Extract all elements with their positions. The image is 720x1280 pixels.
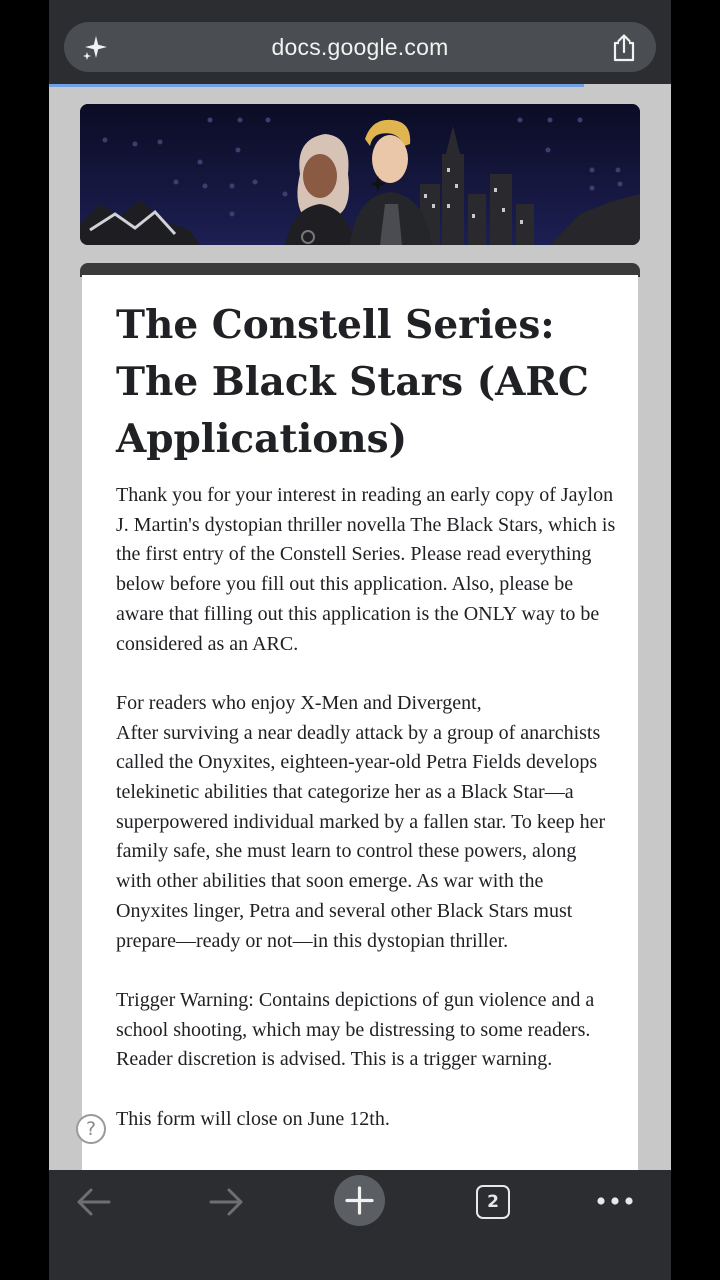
- back-arrow-icon[interactable]: [65, 1182, 121, 1238]
- more-dots-icon[interactable]: [587, 1182, 643, 1238]
- description-paragraph-trigger-warning: Trigger Warning: Contains depictions of gun violence and a school shooting, which may be distressing to some readers. Reader discretion is advised. This is a trigger warning.: [116, 988, 595, 1071]
- address-bar[interactable]: [64, 22, 656, 72]
- description-paragraph-synopsis: After surviving a near deadly attack by a group of anarchists called the Onyxites, eighteen-year-old Petra Fields develops telekinetic abilities that categorize her as a Black Star—a superpowered individual marked by a fallen star. To keep her family safe, she must learn to control these powers, along with other abilities that soon emerge. As war with the Onyxites linger, Petra and several other Black Stars must prepare—ready or not—in this dystopian thriller.: [116, 721, 606, 952]
- plus-icon: [334, 1175, 385, 1226]
- browser-bottom-toolbar: [49, 1170, 671, 1280]
- forward-arrow-icon[interactable]: [199, 1182, 255, 1238]
- form-page[interactable]: [49, 87, 671, 1170]
- tab-switcher-button[interactable]: 2: [476, 1185, 510, 1219]
- header-banner-image: [80, 104, 640, 245]
- browser-window: [49, 0, 671, 1280]
- help-icon[interactable]: ?: [76, 1114, 106, 1144]
- share-icon[interactable]: [610, 33, 638, 63]
- banner-illustration: [80, 104, 640, 245]
- description-paragraph-deadline: This form will close on June 12th.: [116, 1107, 390, 1130]
- form-title: The Constell Series: The Black Stars (ARC Applications): [116, 302, 589, 462]
- url-text[interactable]: docs.google.com: [271, 34, 449, 60]
- new-tab-button[interactable]: [334, 1175, 385, 1226]
- description-paragraph-intro: Thank you for your interest in reading an early copy of Jaylon J. Martin's dystopian thriller novella The Black Stars, which is the first entry of the Constell Series. Please read everything below before you fill out this application. Also, please be aware that filling out this application is the ONLY way to be considered as an ARC.: [116, 484, 616, 655]
- browser-top-bar: [49, 0, 671, 86]
- form-description: [116, 481, 616, 1164]
- description-paragraph-tagline: For readers who enjoy X-Men and Divergent,: [116, 691, 482, 714]
- form-description-card: [82, 275, 638, 1170]
